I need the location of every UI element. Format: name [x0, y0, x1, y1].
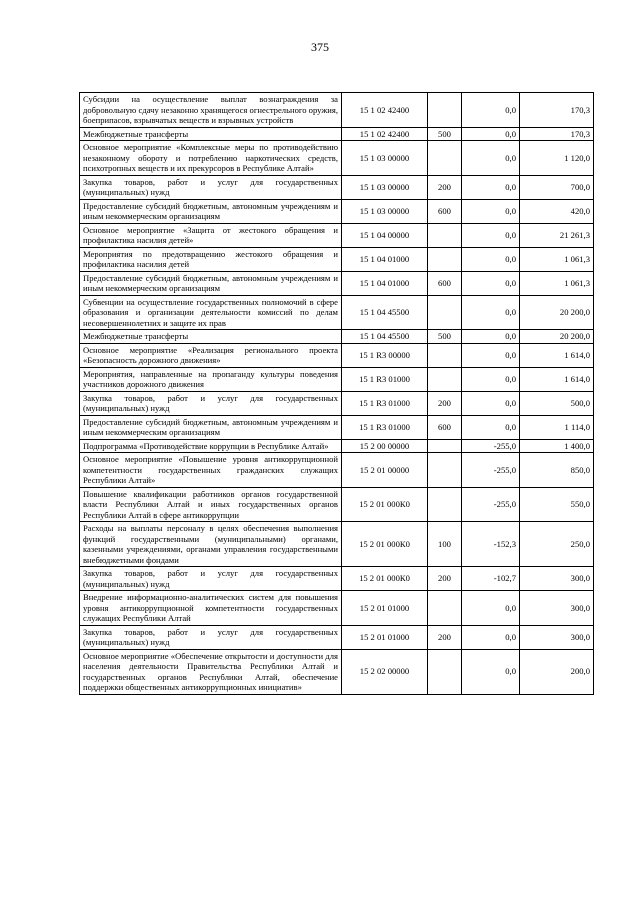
row-expense-type	[428, 247, 462, 271]
page-number: 375	[311, 40, 329, 54]
row-expense-type: 100	[428, 522, 462, 567]
row-change: 0,0	[462, 295, 520, 330]
row-code: 15 1 R3 01000	[342, 391, 428, 415]
row-change: -255,0	[462, 453, 520, 488]
row-expense-type: 200	[428, 625, 462, 649]
row-total: 170,3	[520, 93, 594, 128]
row-total: 1 061,3	[520, 271, 594, 295]
budget-table	[79, 92, 594, 695]
row-name: Основное мероприятие «Защита от жестокого обращения и профилактика насилия детей»	[80, 223, 342, 247]
table-row	[80, 591, 594, 626]
row-expense-type	[428, 223, 462, 247]
row-code: 15 2 01 000К0	[342, 487, 428, 522]
row-name: Основное мероприятие «Реализация регионального проекта «Безопасность дорожного движения»	[80, 343, 342, 367]
row-expense-type	[428, 649, 462, 694]
row-code: 15 1 04 00000	[342, 223, 428, 247]
row-code: 15 1 03 00000	[342, 141, 428, 176]
row-total: 420,0	[520, 199, 594, 223]
table-row	[80, 330, 594, 344]
table-row	[80, 127, 594, 141]
row-expense-type	[428, 487, 462, 522]
row-change: 0,0	[462, 330, 520, 344]
row-name: Закупка товаров, работ и услуг для государственных (муниципальных) нужд	[80, 391, 342, 415]
row-name: Предоставление субсидий бюджетным, автономным учреждениям и иным некоммерческим организациям	[80, 415, 342, 439]
row-expense-type	[428, 343, 462, 367]
table-row	[80, 367, 594, 391]
row-total: 170,3	[520, 127, 594, 141]
row-name: Закупка товаров, работ и услуг для государственных (муниципальных) нужд	[80, 175, 342, 199]
row-total: 250,0	[520, 522, 594, 567]
row-code: 15 2 02 00000	[342, 649, 428, 694]
row-total: 850,0	[520, 453, 594, 488]
row-name: Субсидии на осуществление выплат вознаграждения за добровольную сдачу незаконно хранящегося огнестрельного оружия, боеприпасов, взрывчатых веществ и взрывных устройств	[80, 93, 342, 128]
row-total: 1 061,3	[520, 247, 594, 271]
row-code: 15 1 R3 01000	[342, 367, 428, 391]
row-code: 15 2 00 00000	[342, 439, 428, 453]
table-row	[80, 295, 594, 330]
row-code: 15 1 03 00000	[342, 199, 428, 223]
row-name: Межбюджетные трансферты	[80, 127, 342, 141]
row-name: Предоставление субсидий бюджетным, автономным учреждениям и иным некоммерческим организациям	[80, 199, 342, 223]
row-change: 0,0	[462, 199, 520, 223]
row-expense-type	[428, 439, 462, 453]
row-expense-type: 500	[428, 330, 462, 344]
row-change: -255,0	[462, 487, 520, 522]
row-name: Подпрограмма «Противодействие коррупции в Республике Алтай»	[80, 439, 342, 453]
row-expense-type: 600	[428, 415, 462, 439]
row-code: 15 2 01 000К0	[342, 567, 428, 591]
row-change: -152,3	[462, 522, 520, 567]
row-code: 15 1 04 01000	[342, 271, 428, 295]
row-name: Расходы на выплаты персоналу в целях обеспечения выполнения функций государственными (муниципальными) органами, казенными учреждениями, органами управления государственными внебюджетными фондами	[80, 522, 342, 567]
table-row	[80, 247, 594, 271]
row-total: 20 200,0	[520, 330, 594, 344]
row-code: 15 1 04 45500	[342, 295, 428, 330]
row-change: 0,0	[462, 343, 520, 367]
row-change: 0,0	[462, 127, 520, 141]
table-row	[80, 453, 594, 488]
row-total: 1 400,0	[520, 439, 594, 453]
row-expense-type	[428, 93, 462, 128]
row-total: 1 120,0	[520, 141, 594, 176]
row-expense-type: 600	[428, 199, 462, 223]
row-total: 200,0	[520, 649, 594, 694]
row-change: 0,0	[462, 625, 520, 649]
row-change: -255,0	[462, 439, 520, 453]
row-change: 0,0	[462, 247, 520, 271]
row-code: 15 1 04 01000	[342, 247, 428, 271]
row-total: 21 261,3	[520, 223, 594, 247]
row-expense-type: 200	[428, 567, 462, 591]
row-total: 1 114,0	[520, 415, 594, 439]
row-change: 0,0	[462, 649, 520, 694]
row-name: Повышение квалификации работников органов государственной власти Республики Алтай и иных государственных органов Республики Алтай в сфере антикоррупции	[80, 487, 342, 522]
table-row	[80, 93, 594, 128]
table-row	[80, 271, 594, 295]
row-name: Мероприятия по предотвращению жестокого обращения и профилактика насилия детей	[80, 247, 342, 271]
table-row	[80, 141, 594, 176]
row-code: 15 1 02 42400	[342, 93, 428, 128]
row-expense-type	[428, 591, 462, 626]
row-change: 0,0	[462, 367, 520, 391]
row-change: 0,0	[462, 223, 520, 247]
row-total: 20 200,0	[520, 295, 594, 330]
row-code: 15 2 01 000К0	[342, 522, 428, 567]
row-code: 15 1 04 45500	[342, 330, 428, 344]
table-row	[80, 522, 594, 567]
row-code: 15 2 01 00000	[342, 453, 428, 488]
row-code: 15 1 03 00000	[342, 175, 428, 199]
table-row	[80, 391, 594, 415]
row-code: 15 1 R3 00000	[342, 343, 428, 367]
row-name: Основное мероприятие «Комплексные меры по противодействию незаконному обороту и потреблению наркотических средств, психотропных веществ и их прекурсоров в Республике Алтай»	[80, 141, 342, 176]
row-name: Внедрение информационно-аналитических систем для повышения уровня антикоррупционной компетентности государственных служащих Республики Алтай	[80, 591, 342, 626]
row-code: 15 2 01 01000	[342, 591, 428, 626]
row-change: 0,0	[462, 415, 520, 439]
row-name: Предоставление субсидий бюджетным, автономным учреждениям и иным некоммерческим организациям	[80, 271, 342, 295]
budget-table-body	[80, 93, 594, 695]
table-row	[80, 199, 594, 223]
table-row	[80, 625, 594, 649]
row-name: Субвенции на осуществление государственных полномочий в сфере образования и организации деятельности комиссий по делам несовершеннолетних и защите их прав	[80, 295, 342, 330]
row-code: 15 1 02 42400	[342, 127, 428, 141]
row-total: 1 614,0	[520, 367, 594, 391]
row-expense-type: 200	[428, 391, 462, 415]
row-code: 15 1 R3 01000	[342, 415, 428, 439]
row-name: Закупка товаров, работ и услуг для государственных (муниципальных) нужд	[80, 625, 342, 649]
row-change: 0,0	[462, 141, 520, 176]
table-row	[80, 343, 594, 367]
row-expense-type: 600	[428, 271, 462, 295]
table-row	[80, 567, 594, 591]
table-row	[80, 223, 594, 247]
row-total: 500,0	[520, 391, 594, 415]
row-name: Закупка товаров, работ и услуг для государственных (муниципальных) нужд	[80, 567, 342, 591]
row-name: Основное мероприятие «Обеспечение открытости и доступности для населения деятельности Правительства Республики Алтай и государственных органов Республики Алтай, обеспечение поддержки общественных антикоррупционных инициатив»	[80, 649, 342, 694]
row-expense-type: 500	[428, 127, 462, 141]
row-total: 550,0	[520, 487, 594, 522]
table-row	[80, 487, 594, 522]
row-change: -102,7	[462, 567, 520, 591]
row-total: 300,0	[520, 591, 594, 626]
row-change: 0,0	[462, 175, 520, 199]
row-expense-type	[428, 453, 462, 488]
row-total: 1 614,0	[520, 343, 594, 367]
row-total: 700,0	[520, 175, 594, 199]
row-total: 300,0	[520, 625, 594, 649]
row-name: Межбюджетные трансферты	[80, 330, 342, 344]
row-code: 15 2 01 01000	[342, 625, 428, 649]
table-row	[80, 649, 594, 694]
row-change: 0,0	[462, 271, 520, 295]
row-change: 0,0	[462, 591, 520, 626]
row-expense-type	[428, 367, 462, 391]
row-change: 0,0	[462, 391, 520, 415]
row-name: Основное мероприятие «Повышение уровня антикоррупционной компетентности государственных гражданских служащих Республики Алтай»	[80, 453, 342, 488]
table-row	[80, 175, 594, 199]
row-name: Мероприятия, направленные на пропаганду культуры поведения участников дорожного движения	[80, 367, 342, 391]
row-total: 300,0	[520, 567, 594, 591]
row-expense-type	[428, 141, 462, 176]
row-expense-type	[428, 295, 462, 330]
row-expense-type: 200	[428, 175, 462, 199]
table-row	[80, 439, 594, 453]
row-change: 0,0	[462, 93, 520, 128]
table-row	[80, 415, 594, 439]
